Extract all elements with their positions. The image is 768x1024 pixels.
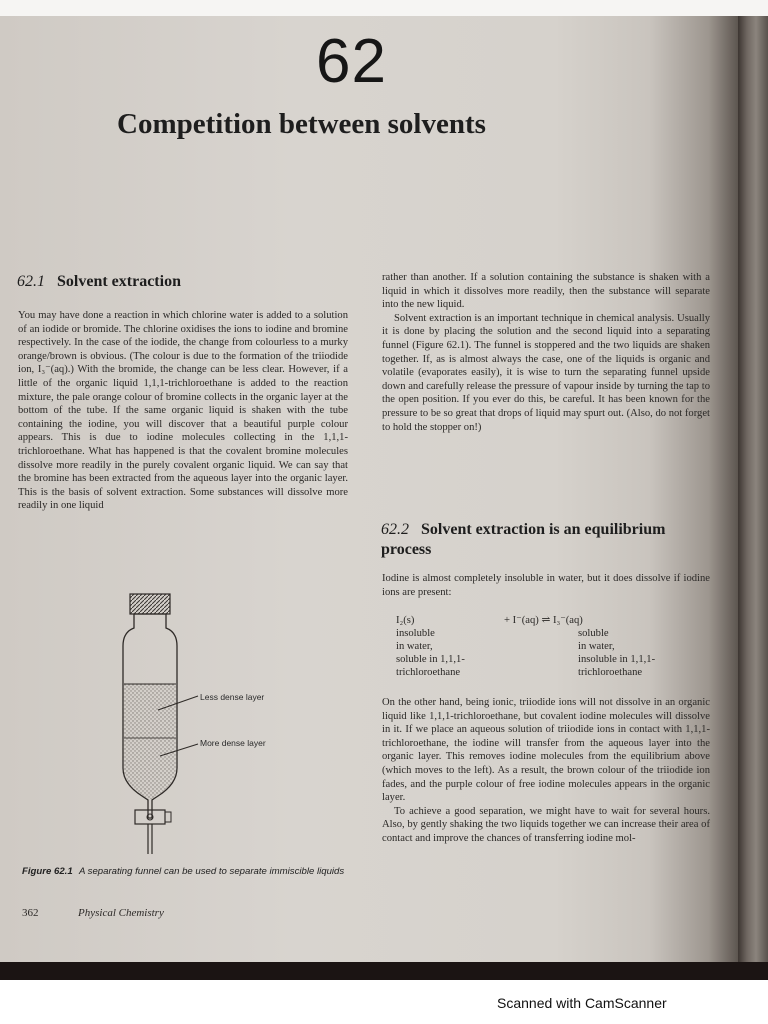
left-note: soluble in 1,1,1- [396,654,465,665]
section2-intro [382,572,710,599]
section2-body [382,696,710,846]
page-number: 362 [22,907,39,919]
figure-caption [22,865,352,878]
right-note: in water, [578,641,615,652]
scan-bottom-edge [0,962,768,980]
left-note: trichloroethane [396,667,461,678]
right-note: insoluble in 1,1,1- [578,654,656,665]
scan-top-margin [0,0,768,16]
section1-paragraph: You may have done a reaction in which chlorine water is added to a solution of an iodide or bromide. The chlorine oxidises the ions to iodine and bromine respectively. In the case of the iodide, the change from colourless to a murky orange/brown is obvious. (The colour is due to the formation of the triiodide ion, I₃⁻(aq).) With the bromide, the change can be less clear. However, if a little of the organic liquid 1,1,1-trichloroethane is added to the reaction mixture, the pale orange colour of bromine collects in the organic layer at the bottom of the tube. If the same organic liquid is shaken with the tube containing the iodine, you will discover that a beautiful purple colour appears. This is due to iodine molecules collecting in the 1,1,1-trichloroethane. What has happened is that the covalent bromine molecules dissolve more readily in the purely covalent organic liquid. We can say that the bromine has been extracted from the aqueous layer into the organic layer. This is the basis of solvent extraction. Some substances will dissolve more readily in one liquid [18,310,348,512]
section-title: Solvent extraction is an equilibrium process [381,521,666,558]
more-dense-layer-label: More dense layer [200,738,266,748]
chapter-title: Competition between solvents [117,108,486,140]
section-heading-62-1 [17,273,181,291]
chapter-number: 62 [316,27,387,96]
right-note: soluble [578,628,609,639]
left-column-body [18,309,348,513]
running-head: Physical Chemistry [78,907,164,919]
left-note: insoluble [396,628,435,639]
section-title: Solvent extraction [57,273,181,290]
separating-funnel-illustration [120,588,290,856]
section-heading-62-2 [381,520,681,560]
figure-caption-label: Figure 62.1 [22,866,73,877]
separating-funnel-figure [120,588,290,856]
less-dense-layer-label: Less dense layer [200,692,265,702]
right-note: trichloroethane [578,667,643,678]
camscanner-watermark: Scanned with CamScanner [497,995,667,1011]
section-number: 62.2 [381,521,409,538]
stopper [130,594,170,614]
right-paragraph-2: Solvent extraction is an important technique in chemical analysis. Usually it is done by placing the solution and the second liquid into a separating funnel (Figure 62.1). The funnel is stoppered and the two liquids are shaken together. If, as is almost always the case, one of the liquids is organic and volatile (evaporates easily), it is wise to turn the separating funnel upside down and carefully release the pressure of vapour inside by turning the tap to the open position. If you ever do this, be careful. It has been known for the pressure to be so great that drops of liquid may spurt out. (Also, do not forget to hold the stopper on!) [382,312,710,433]
liquid-layers [124,684,176,799]
section2-paragraph-2: To achieve a good separation, we might have to wait for several hours. Also, by gently shaking the two liquids together we can increase their area of contact and improve the chances of transferring iodine mol- [382,805,710,844]
equation-right-notes [578,627,655,679]
left-species: I₂(s) [396,615,415,626]
left-note: in water, [396,641,433,652]
equation-left-species [396,614,465,679]
tap [135,810,165,824]
section2-paragraph-1: On the other hand, being ionic, triiodide ions will not dissolve in an organic liquid like 1,1,1-trichloroethane, but covalent iodine molecules will dissolve in it. If we place an aqueous solution of triiodide ions in contact with 1,1,1-trichloroethane, the iodine will transfer from the aqueous layer into the organic layer. This removes iodine molecules from the equilibrium above (which moves to the left). As a result, the brown colour of the triiodide ion fades, and the purple colour of free iodine molecules appears in the organic layer. [382,697,710,804]
book-gutter-edge [738,16,768,962]
right-column-top [382,271,710,434]
figure-caption-text: A separating funnel can be used to separate immiscible liquids [78,866,345,877]
equation-middle: + I⁻(aq) ⇌ I₃⁻(aq) [504,615,583,626]
equilibrium-equation [396,614,696,686]
section-number: 62.1 [17,273,45,290]
right-paragraph-1: rather than another. If a solution containing the substance is shaken with a liquid in which it dissolves more readily, then the substance will separate into the new liquid. [382,272,710,311]
intro-paragraph: Iodine is almost completely insoluble in water, but it does dissolve if iodine ions are present: [382,573,710,598]
